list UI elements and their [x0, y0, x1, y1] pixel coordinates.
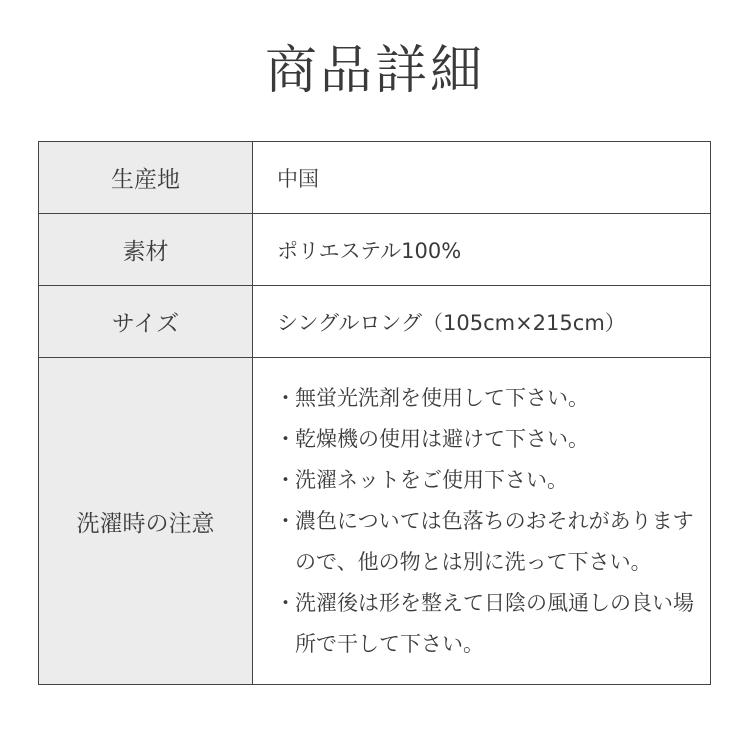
bullet-mark: ・	[275, 590, 296, 615]
size-label: サイズ	[39, 286, 253, 358]
table-row-origin	[39, 142, 711, 214]
list-item	[275, 419, 710, 460]
table-row-washing-care	[39, 358, 711, 685]
list-item	[275, 501, 710, 583]
list-item	[275, 378, 710, 419]
list-item	[275, 583, 710, 665]
washing-care-value	[253, 358, 711, 685]
table-row-material	[39, 214, 711, 286]
origin-value: 中国	[253, 142, 711, 214]
bullet-mark: ・	[275, 467, 296, 492]
product-details-table	[38, 141, 711, 685]
origin-label: 生産地	[39, 142, 253, 214]
list-item	[275, 460, 710, 501]
care-item-text: 乾燥機の使用は避けて下さい。	[295, 426, 589, 451]
material-value: ポリエステル100%	[253, 214, 711, 286]
bullet-mark: ・	[275, 426, 296, 451]
table-row-size	[39, 286, 711, 358]
care-item-text: 無蛍光洗剤を使用して下さい。	[295, 385, 589, 410]
care-instructions-list	[253, 378, 710, 665]
size-value: シングルロング（105cm×215cm）	[253, 286, 711, 358]
care-item-text: 濃色については色落ちのおそれがありますので、他の物とは別に洗って下さい。	[295, 508, 694, 574]
page-title: 商品詳細	[264, 41, 485, 101]
material-label: 素材	[39, 214, 253, 286]
washing-care-label: 洗濯時の注意	[39, 358, 253, 685]
care-item-text: 洗濯ネットをご使用下さい。	[295, 467, 568, 492]
bullet-mark: ・	[275, 385, 296, 410]
bullet-mark: ・	[275, 508, 296, 533]
care-item-text: 洗濯後は形を整えて日陰の風通しの良い場所で干して下さい。	[295, 590, 694, 656]
